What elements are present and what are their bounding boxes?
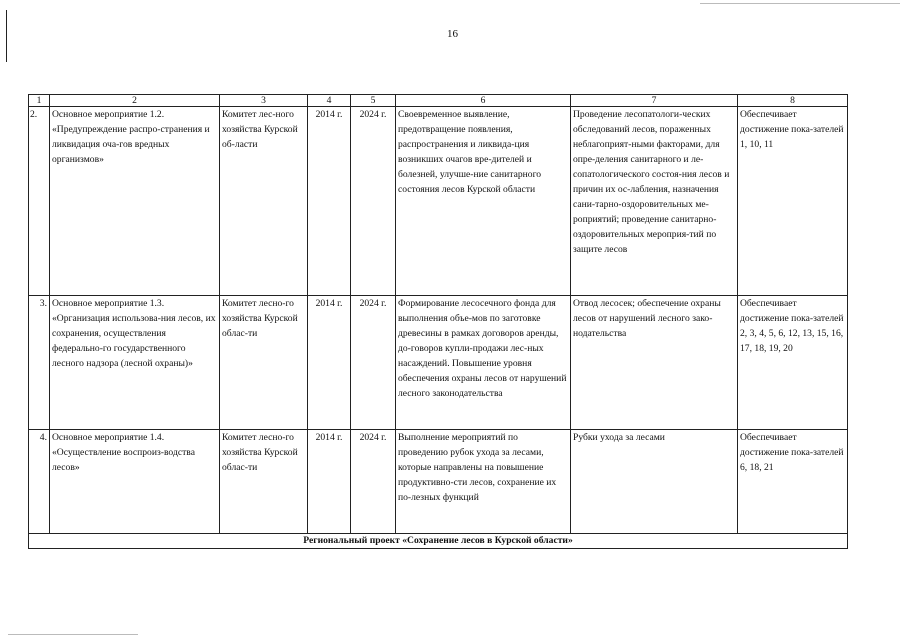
column-number: 2 [50, 95, 220, 107]
start-year-cell: 2014 г. [308, 296, 351, 430]
main-directions-cell: Рубки ухода за лесами [571, 430, 738, 534]
main-directions-cell: Проведение лесопатологи-ческих обследований лесов, пораженных неблагоприят-ными факторами, для опре-деления санитарного и ле-сопатологического состоя-ния лесов и причин их ос-лабления, назначения сани-тарно-оздоровительных ме-роприятий; проведение санитарно-оздоровительных мероприя-тий по защите лесов [571, 107, 738, 296]
end-year-cell: 2024 г. [351, 296, 396, 430]
table-row [29, 107, 848, 296]
expected-result-cell: Формирование лесосечного фонда для выполнения объе-мов по заготовке древесины в рамках договоров аренды, до-говоров купли-продажи лес-ных насаждений. Повышение уровня обеспечения охраны лесов от нарушений лесного законодательства [396, 296, 571, 430]
row-number: 3. [29, 296, 50, 430]
program-events-table [28, 94, 848, 549]
expected-result-cell: Своевременное выявление, предотвращение появления, распространения и ликвида-ция возникших очагов вре-дителей и болезней, улучше-ние санитарного состояния лесов Курской области [396, 107, 571, 296]
expected-result-cell: Выполнение мероприятий по проведению рубок ухода за лесами, которые направлены на повышение продуктивно-сти лесов, сохранение их по-лезных функций [396, 430, 571, 534]
column-number: 5 [351, 95, 396, 107]
scan-artifact-line [8, 634, 138, 635]
start-year-cell: 2014 г. [308, 107, 351, 296]
event-name-cell: Основное мероприятие 1.3. «Организация использова-ния лесов, их сохранения, осуществления федерально-го государственного лесного надзора (лесной охраны)» [50, 296, 220, 430]
page-number: 16 [447, 28, 458, 40]
executor-cell: Комитет лесно-го хозяйства Курской облас-ти [220, 296, 308, 430]
executor-cell: Комитет лес-ного хозяйства Курской об-ласти [220, 107, 308, 296]
column-number: 1 [29, 95, 50, 107]
end-year-cell: 2024 г. [351, 430, 396, 534]
column-number: 6 [396, 95, 571, 107]
scan-artifact-line [700, 3, 900, 4]
column-number-row [29, 95, 848, 107]
indicators-link-cell: Обеспечивает достижение пока-зателей 1, 10, 11 [738, 107, 848, 296]
event-name-cell: Основное мероприятие 1.2. «Предупреждение распро-странения и ликвидация оча-гов вредных организмов» [50, 107, 220, 296]
column-number: 7 [571, 95, 738, 107]
indicators-link-cell: Обеспечивает достижение пока-зателей 6, 18, 21 [738, 430, 848, 534]
row-number: 4. [29, 430, 50, 534]
executor-cell: Комитет лесно-го хозяйства Курской облас-ти [220, 430, 308, 534]
start-year-cell: 2014 г. [308, 430, 351, 534]
regional-project-title: Региональный проект «Сохранение лесов в Курской области» [29, 534, 848, 549]
table-row [29, 430, 848, 534]
column-number: 4 [308, 95, 351, 107]
table-row [29, 296, 848, 430]
column-number: 3 [220, 95, 308, 107]
end-year-cell: 2024 г. [351, 107, 396, 296]
main-directions-cell: Отвод лесосек; обеспечение охраны лесов от нарушений лесного зако-нодательства [571, 296, 738, 430]
column-number: 8 [738, 95, 848, 107]
section-heading-row [29, 534, 848, 549]
event-name-cell: Основное мероприятие 1.4. «Осуществление воспроиз-водства лесов» [50, 430, 220, 534]
row-number: 2. [29, 107, 50, 296]
indicators-link-cell: Обеспечивает достижение пока-зателей 2, 3, 4, 5, 6, 12, 13, 15, 16, 17, 18, 19, 20 [738, 296, 848, 430]
